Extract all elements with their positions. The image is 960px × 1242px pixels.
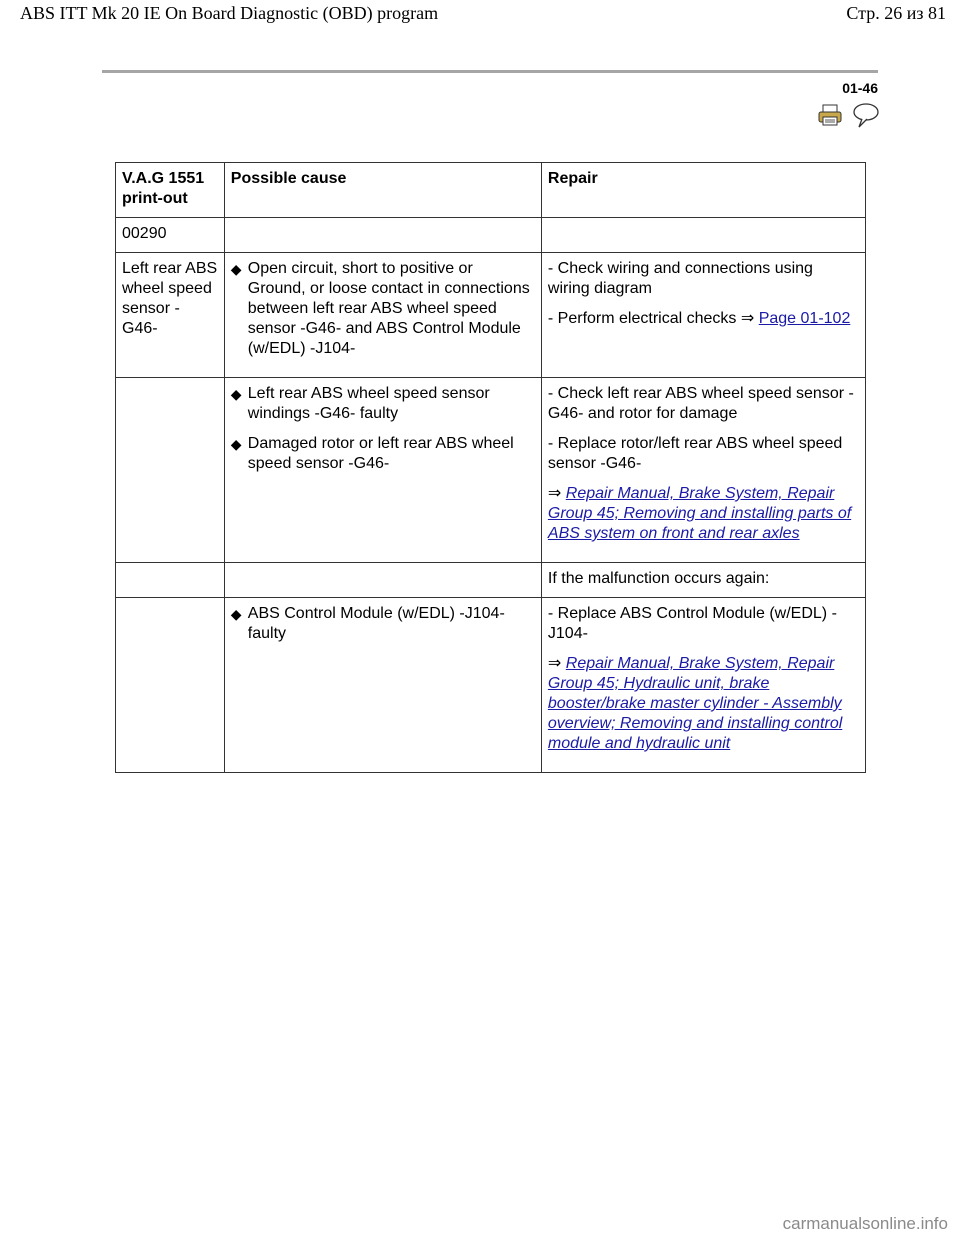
repair-manual-link[interactable]: Repair Manual, Brake System, Repair Group 45; Removing and installing parts of ABS system on front and rear axles [547, 485, 852, 542]
header-cell: Possible cause [224, 163, 541, 218]
fault-name: Left rear ABS wheel speed sensor - G46- [116, 253, 225, 378]
diamond-bullet-icon: ◆ [230, 261, 242, 277]
diamond-bullet-icon: ◆ [230, 606, 242, 622]
page-counter: Стр. 26 из 81 [846, 3, 946, 23]
repair-step: - Replace ABS Control Module (w/EDL) -J104- [547, 605, 837, 642]
table-row [116, 598, 866, 773]
page-number: 01-46 [842, 80, 878, 96]
header-cell: V.A.G 1551 print-out [116, 163, 225, 218]
printer-icon[interactable] [818, 104, 842, 131]
page-link[interactable]: Page 01-102 [758, 310, 851, 327]
toolbar-icons [818, 102, 880, 133]
repair-step: - Perform electrical checks ⇒ Page 01-102 [547, 310, 851, 327]
table-row [116, 218, 866, 253]
repair-step: - Check left rear ABS wheel speed sensor -G46- and rotor for damage [547, 385, 854, 422]
repair-manual-link[interactable]: Repair Manual, Brake System, Repair Group 45; Hydraulic unit, brake booster/brake master cylinder - Assembly overview; Removing and installing control module and hydraulic unit [547, 655, 843, 752]
fault-code: 00290 [116, 218, 225, 253]
cause-item: ◆ ABS Control Module (w/EDL) -J104- faulty [230, 605, 505, 642]
table-header-row [116, 163, 866, 218]
arrow-icon: ⇒ [547, 485, 562, 502]
cause-item: ◆ Open circuit, short to positive or Ground, or loose contact in connections between left rear ABS wheel speed sensor -G46- and ABS Control Module (w/EDL) -J104- [230, 260, 530, 357]
arrow-icon: ⇒ [547, 655, 562, 672]
diamond-bullet-icon: ◆ [230, 386, 242, 402]
repair-step: - Check wiring and connections using wiring diagram [547, 260, 813, 297]
diagnostic-table [115, 162, 866, 773]
table-row [116, 378, 866, 563]
cause-item: ◆ Left rear ABS wheel speed sensor windings -G46- faulty [230, 385, 490, 422]
document-title: ABS ITT Mk 20 IE On Board Diagnostic (OBD) program [20, 3, 439, 23]
repair-reference [548, 654, 859, 754]
table-row [116, 253, 866, 378]
table-row [116, 563, 866, 598]
cause-item: ◆ Damaged rotor or left rear ABS wheel speed sensor -G46- [230, 435, 514, 472]
diamond-bullet-icon: ◆ [230, 436, 242, 452]
repair-note: If the malfunction occurs again: [541, 563, 865, 598]
repair-step: - Replace rotor/left rear ABS wheel speed sensor -G46- [547, 435, 843, 472]
watermark: carmanualsonline.info [782, 1214, 948, 1233]
repair-reference [548, 484, 859, 544]
speech-bubble-icon[interactable] [852, 102, 880, 133]
header-cell: Repair [541, 163, 865, 218]
header-rule [102, 70, 878, 73]
